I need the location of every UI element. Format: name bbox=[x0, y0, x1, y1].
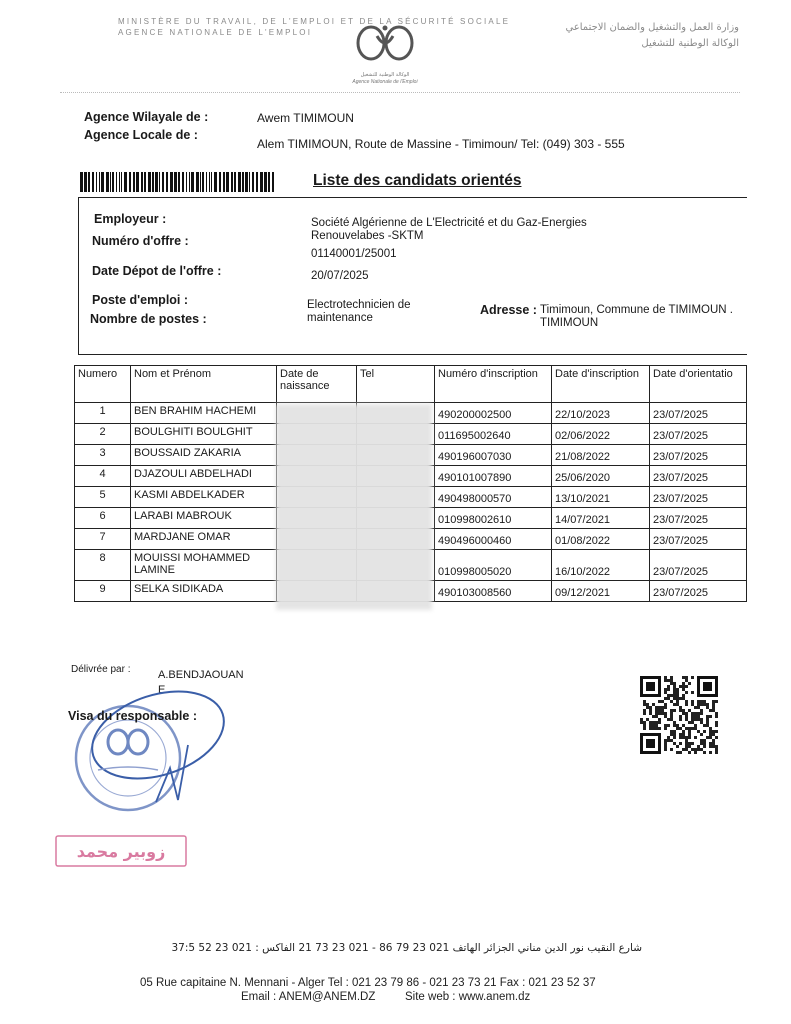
position-value: Electrotechnicien de maintenance bbox=[307, 299, 411, 324]
cell-numero: 5 bbox=[75, 487, 131, 508]
cell-numero: 1 bbox=[75, 403, 131, 424]
cell-inscription-number: 490101007890 bbox=[435, 466, 552, 487]
cell-orientation-date: 23/07/2025 bbox=[650, 466, 747, 487]
header-french bbox=[118, 16, 510, 38]
address-value: Timimoun, Commune de TIMIMOUN . TIMIMOUN bbox=[540, 304, 733, 329]
cell-numero: 3 bbox=[75, 445, 131, 466]
cell-inscription-date: 02/06/2022 bbox=[552, 424, 650, 445]
footer-french-address: 05 Rue capitaine N. Mennani - Alger Tel : 021 23 79 86 - 021 23 73 21 Fax : 021 23 52 37 bbox=[140, 977, 596, 989]
agency-locale-label: Agence Locale de : bbox=[84, 128, 198, 142]
cell-name: SELKA SIDIKADA bbox=[131, 581, 277, 602]
cell-inscription-date: 01/08/2022 bbox=[552, 529, 650, 550]
cell-numero: 2 bbox=[75, 424, 131, 445]
cell-orientation-date: 23/07/2025 bbox=[650, 424, 747, 445]
logo-caption bbox=[330, 72, 440, 86]
cell-inscription-number: 490498000570 bbox=[435, 487, 552, 508]
cell-inscription-date: 25/06/2020 bbox=[552, 466, 650, 487]
cell-inscription-date: 09/12/2021 bbox=[552, 581, 650, 602]
header-numero-inscription: Numéro d'inscription bbox=[435, 366, 552, 403]
footer-email: Email : ANEM@ANEM.DZ bbox=[241, 991, 376, 1003]
position-label: Poste d'emploi : bbox=[92, 293, 189, 307]
agency-name-fr: AGENCE NATIONALE DE L'EMPLOI bbox=[118, 28, 313, 37]
cell-inscription-date: 16/10/2022 bbox=[552, 550, 650, 581]
cell-inscription-date: 13/10/2021 bbox=[552, 487, 650, 508]
cell-name: KASMI ABDELKADER bbox=[131, 487, 277, 508]
employer-label: Employeur : bbox=[94, 212, 167, 226]
cell-name: DJAZOULI ABDELHADI bbox=[131, 466, 277, 487]
cell-orientation-date: 23/07/2025 bbox=[650, 487, 747, 508]
anem-logo-icon bbox=[355, 18, 415, 68]
cell-name: LARABI MABROUK bbox=[131, 508, 277, 529]
redacted-personal-data bbox=[276, 404, 432, 610]
employer-value: Société Algérienne de L'Electricité et du Gaz-Energies Renouvelabes -SKTM bbox=[311, 217, 587, 242]
agency-wilayale-label: Agence Wilayale de : bbox=[84, 110, 209, 124]
name-stamp-icon bbox=[55, 835, 187, 867]
cell-numero: 4 bbox=[75, 466, 131, 487]
cell-orientation-date: 23/07/2025 bbox=[650, 529, 747, 550]
barcode-icon bbox=[80, 172, 276, 192]
cell-orientation-date: 23/07/2025 bbox=[650, 581, 747, 602]
cell-inscription-number: 490496000460 bbox=[435, 529, 552, 550]
agency-wilayale-value: Awem TIMIMOUN bbox=[257, 111, 354, 125]
header-tel: Tel bbox=[357, 366, 435, 403]
cell-numero: 6 bbox=[75, 508, 131, 529]
footer-website: Site web : www.anem.dz bbox=[405, 991, 531, 1003]
agency-locale-value: Alem TIMIMOUN, Route de Massine - Timimoun/ Tel: (049) 303 - 555 bbox=[257, 137, 625, 151]
delivered-by-label: Délivrée par : bbox=[71, 664, 131, 675]
cell-orientation-date: 23/07/2025 bbox=[650, 403, 747, 424]
cell-inscription-date: 21/08/2022 bbox=[552, 445, 650, 466]
cell-orientation-date: 23/07/2025 bbox=[650, 550, 747, 581]
cell-name: BOUSSAID ZAKARIA bbox=[131, 445, 277, 466]
name-stamp-text: زوبير محمد bbox=[76, 842, 166, 861]
cell-inscription-number: 011695002640 bbox=[435, 424, 552, 445]
cell-inscription-number: 490200002500 bbox=[435, 403, 552, 424]
deposit-date-label: Date Dépot de l'offre : bbox=[92, 264, 222, 278]
header-date-orientation: Date d'orientatio bbox=[650, 366, 747, 403]
address-label: Adresse : bbox=[480, 303, 537, 317]
header-dotted-rule bbox=[60, 92, 740, 93]
deposit-date-value: 20/07/2025 bbox=[311, 270, 369, 282]
offer-number-label: Numéro d'offre : bbox=[92, 234, 189, 248]
header-arabic bbox=[565, 20, 739, 52]
cell-name: BOULGHITI BOULGHIT bbox=[131, 424, 277, 445]
cell-name: MOUISSI MOHAMMED LAMINE bbox=[131, 550, 277, 581]
cell-inscription-date: 22/10/2023 bbox=[552, 403, 650, 424]
cell-numero: 9 bbox=[75, 581, 131, 602]
qr-code-icon bbox=[640, 676, 718, 754]
cell-inscription-date: 14/07/2021 bbox=[552, 508, 650, 529]
offer-number-value: 01140001/25001 bbox=[311, 248, 397, 260]
positions-count-label: Nombre de postes : bbox=[90, 312, 207, 326]
cell-orientation-date: 23/07/2025 bbox=[650, 508, 747, 529]
agency-name-ar: الوكالة الوطنية للتشغيل bbox=[641, 38, 739, 49]
cell-inscription-number: 490196007030 bbox=[435, 445, 552, 466]
cell-inscription-number: 490103008560 bbox=[435, 581, 552, 602]
cell-inscription-number: 010998005020 bbox=[435, 550, 552, 581]
header-date-naissance: Date de naissance bbox=[277, 366, 357, 403]
ministry-name-fr: MINISTÈRE DU TRAVAIL, DE L'EMPLOI ET DE LA SÉCURITÉ SOCIALE bbox=[118, 17, 511, 26]
cell-orientation-date: 23/07/2025 bbox=[650, 445, 747, 466]
cell-name: MARDJANE OMAR bbox=[131, 529, 277, 550]
page-title: Liste des candidats orientés bbox=[313, 172, 522, 189]
header-numero: Numero bbox=[75, 366, 131, 403]
cell-numero: 8 bbox=[75, 550, 131, 581]
cell-inscription-number: 010998002610 bbox=[435, 508, 552, 529]
header-nom-prenom: Nom et Prénom bbox=[131, 366, 277, 403]
table-header-row bbox=[75, 366, 747, 403]
logo-caption-fr: Agence Nationale de l'Emploi bbox=[352, 79, 418, 85]
logo-caption-ar: الوكالة الوطنية للتشغيل bbox=[360, 72, 410, 78]
footer-arabic-address: شارع النقيب نور الدين مناني الجزائر الهاتف 021 23 79 86 - 021 23 73 21 الفاكس : 021 23 52 37:5 bbox=[171, 942, 642, 954]
cell-numero: 7 bbox=[75, 529, 131, 550]
header-date-inscription: Date d'inscription bbox=[552, 366, 650, 403]
delivered-by-value: A.BENDJAOUANE bbox=[158, 669, 244, 696]
cell-name: BEN BRAHIM HACHEMI bbox=[131, 403, 277, 424]
ministry-name-ar: وزارة العمل والتشغيل والضمان الاجتماعي bbox=[565, 22, 739, 33]
visa-label: Visa du responsable : bbox=[68, 709, 197, 723]
